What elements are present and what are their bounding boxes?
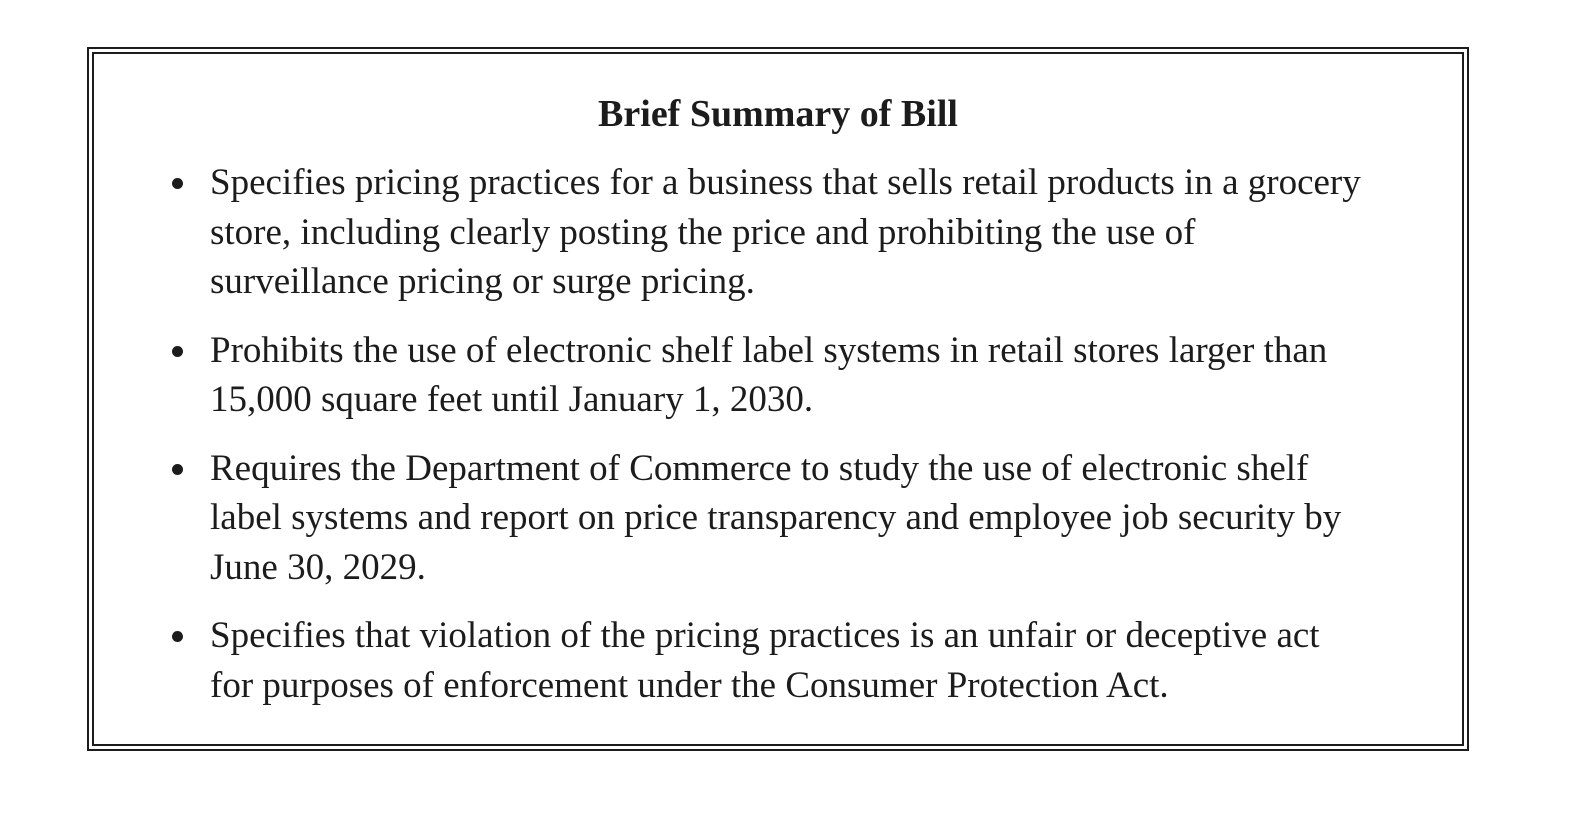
bill-summary-box <box>87 47 1469 751</box>
summary-bullet-text: Specifies pricing practices for a business that sells retail products in a grocery store, including clearly posting the price and prohibiting the use of surveillance pricing or surge pricing. <box>210 162 1361 302</box>
bullet-icon <box>172 464 183 475</box>
bullet-icon <box>172 631 183 642</box>
summary-bullet-text: Specifies that violation of the pricing practices is an unfair or deceptive act for purposes of enforcement under the Consumer Protection Act. <box>210 615 1320 706</box>
bullet-icon <box>172 346 183 357</box>
bullet-icon <box>172 178 183 189</box>
summary-bullet-item <box>166 326 1366 425</box>
summary-bullet-list <box>166 158 1366 729</box>
summary-bullet-item <box>166 444 1366 593</box>
summary-bullet-item <box>166 611 1366 710</box>
summary-bullet-text: Requires the Department of Commerce to study the use of electronic shelf label systems and report on price transparency and employee job security by June 30, 2029. <box>210 447 1342 588</box>
summary-title: Brief Summary of Bill <box>598 93 958 135</box>
summary-bullet-item <box>166 158 1366 307</box>
summary-bullet-text: Prohibits the use of electronic shelf label systems in retail stores larger than 15,000 square feet until January 1, 2030. <box>210 329 1328 420</box>
